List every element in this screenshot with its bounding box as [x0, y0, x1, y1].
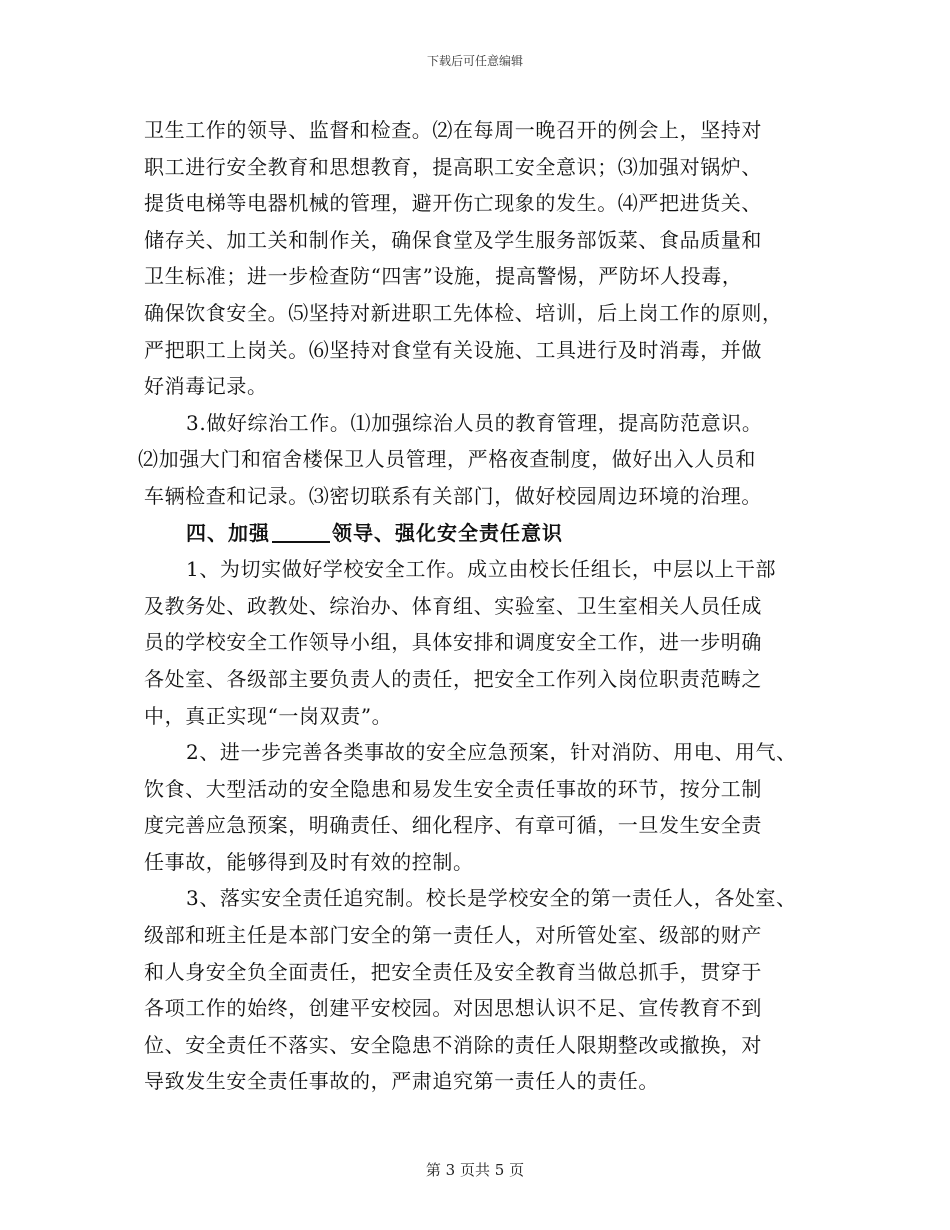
- body-line: 确保饮食安全。⑸坚持对新进职工先体检、培训，后上岗工作的原则，: [144, 300, 783, 325]
- body-line: 卫生标准；进一步检查防“四害”设施，提高警惕，严防坏人投毒，: [144, 264, 743, 289]
- body-line: 各项工作的始终，创建平安校园。对因思想认识不足、宣传教育不到: [144, 996, 762, 1021]
- body-line: 严把职工上岗关。⑹坚持对食堂有关设施、工具进行及时消毒，并做: [144, 337, 762, 362]
- body-line: 车辆检查和记录。⑶密切联系有关部门，做好校园周边环境的治理。: [144, 483, 762, 508]
- body-line: 卫生工作的领导、监督和检查。⑵在每周一晚召开的例会上，坚持对: [144, 118, 762, 142]
- body-line: 职工进行安全教育和思想教育，提高职工安全意识；⑶加强对锅炉、: [144, 154, 762, 179]
- body-line: 员的学校安全工作领导小组，具体安排和调度安全工作，进一步明确: [144, 630, 762, 655]
- section-heading: [144, 515, 824, 552]
- body-line: 提货电梯等电器机械的管理，避开伤亡现象的发生。⑷严把进货关、: [144, 191, 762, 216]
- body-line: 1、为切实做好学校安全工作。成立由校长任组长，中层以上干部: [186, 557, 777, 582]
- body-line: 好消毒记录。: [144, 374, 268, 399]
- page-footer: 第 3 页共 5 页: [425, 1161, 525, 1179]
- page-header: 下载后可任意编辑: [426, 54, 523, 68]
- body-line: 3.做好综治工作。⑴加强综治人员的教育管理，提高防范意识。: [186, 410, 763, 435]
- body-line: 级部和班主任是本部门安全的第一责任人，对所管处室、级部的财产: [144, 923, 762, 948]
- body-line: 及教务处、政教处、综治办、体育组、实验室、卫生室相关人员任成: [144, 593, 762, 618]
- heading-text-before: 四、加强: [186, 520, 270, 545]
- body-line: 位、安全责任不落实、安全隐患不消除的责任人限期整改或撤换，对: [144, 1032, 762, 1057]
- body-line: 储存关、加工关和制作关，确保食堂及学生服务部饭菜、食品质量和: [144, 227, 762, 252]
- heading-text-after: 领导、强化安全责任意识: [332, 520, 563, 545]
- body-line: 和人身安全负全面责任，把安全责任及安全教育当做总抓手，贯穿于: [144, 959, 762, 984]
- fill-in-blank: [272, 521, 330, 543]
- body-line: 各处室、各级部主要负责人的责任，把安全工作列入岗位职责范畴之: [144, 666, 762, 691]
- body-line: 3、落实安全责任追究制。校长是学校安全的第一责任人，各处室、: [186, 886, 797, 911]
- body-line: ⑵加强大门和宿舍楼保卫人员管理，严格夜查制度，做好出入人员和: [138, 447, 756, 472]
- body-line: 导致发生安全责任事故的，严肃追究第一责任人的责任。: [144, 1069, 659, 1094]
- body-line: 中，真正实现“一岗双责”。: [144, 703, 393, 728]
- body-line: 任事故，能够得到及时有效的控制。: [144, 849, 474, 874]
- body-line: 饮食、大型活动的安全隐患和易发生安全责任事故的环节，按分工制: [144, 776, 762, 801]
- body-line: 度完善应急预案，明确责任、细化程序、有章可循，一旦发生安全责: [144, 813, 762, 838]
- document-body: [138, 112, 824, 1100]
- body-line: 2、进一步完善各类事故的安全应急预案，针对消防、用电、用气、: [186, 740, 797, 765]
